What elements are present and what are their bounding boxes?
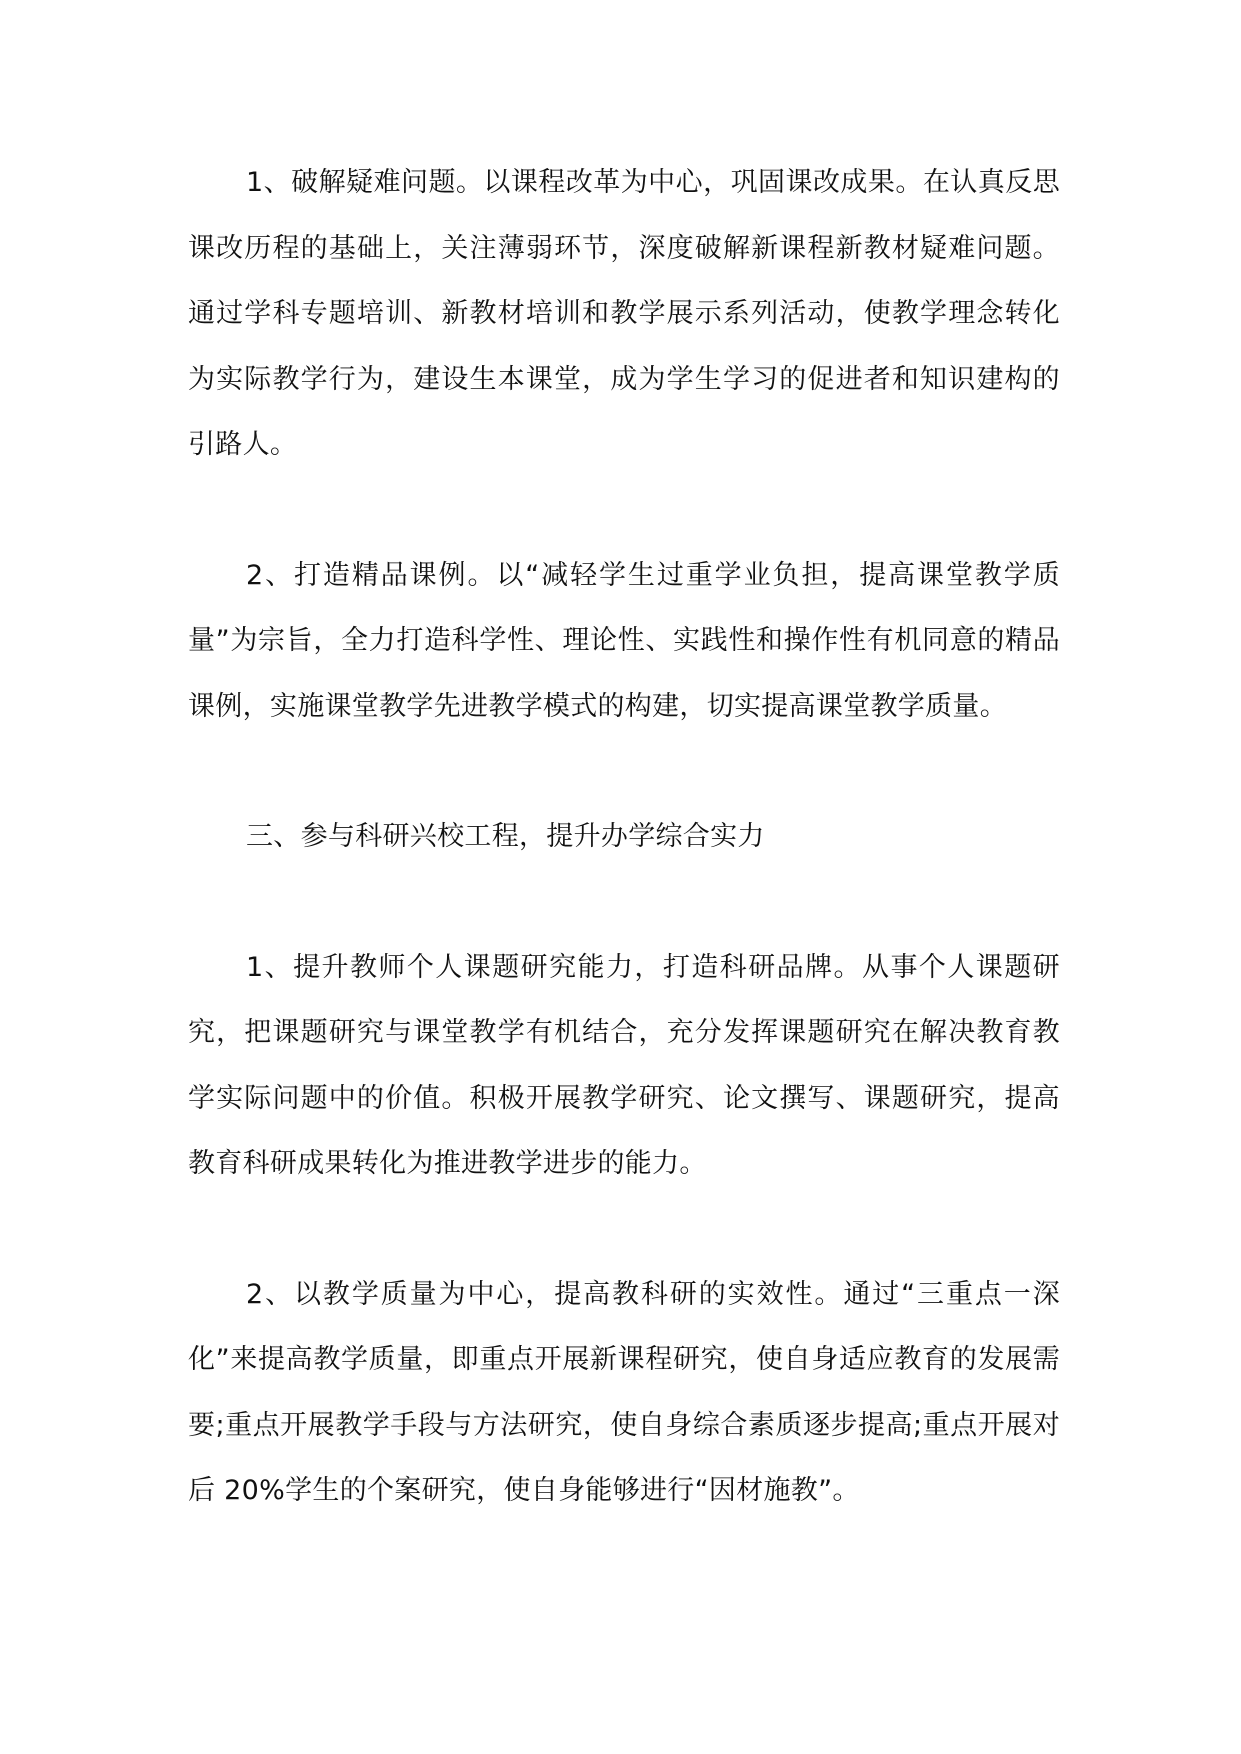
document-body: [188, 150, 1060, 1524]
paragraph-quality-lessons: 2、打造精品课例。以“减轻学生过重学业负担，提高课堂教学质量”为宗旨，全力打造科学性、理论性、实践性和操作性有机同意的精品课例，实施课堂教学先进教学模式的构建，切实提高课堂教学质量。: [188, 559, 1060, 722]
paragraph-solve-difficult-problems: 1、破解疑难问题。以课程改革为中心，巩固课改成果。在认真反思课改历程的基础上，关注薄弱环节，深度破解新课程新教材疑难问题。通过学科专题培训、新教材培训和教学展示系列活动，使教学理念转化为实际教学行为，建设生本课堂，成为学生学习的促进者和知识建构的引路人。: [188, 167, 1060, 460]
section-heading-research: 三、参与科研兴校工程，提升办学综合实力: [246, 821, 765, 852]
paragraph-teaching-quality: 2、以教学质量为中心，提高教科研的实效性。通过“三重点一深化”来提高教学质量，即重点开展新课程研究，使自身适应教育的发展需要;重点开展教学手段与方法研究，使自身综合素质逐步提高;重点开展对后 20%学生的个案研究，使自身能够进行“因材施教”。: [188, 1278, 1060, 1506]
paragraph-research-ability: 1、提升教师个人课题研究能力，打造科研品牌。从事个人课题研究，把课题研究与课堂教学有机结合，充分发挥课题研究在解决教育教学实际问题中的价值。积极开展教学研究、论文撰写、课题研究，提高教育科研成果转化为推进教学进步的能力。: [188, 951, 1060, 1179]
